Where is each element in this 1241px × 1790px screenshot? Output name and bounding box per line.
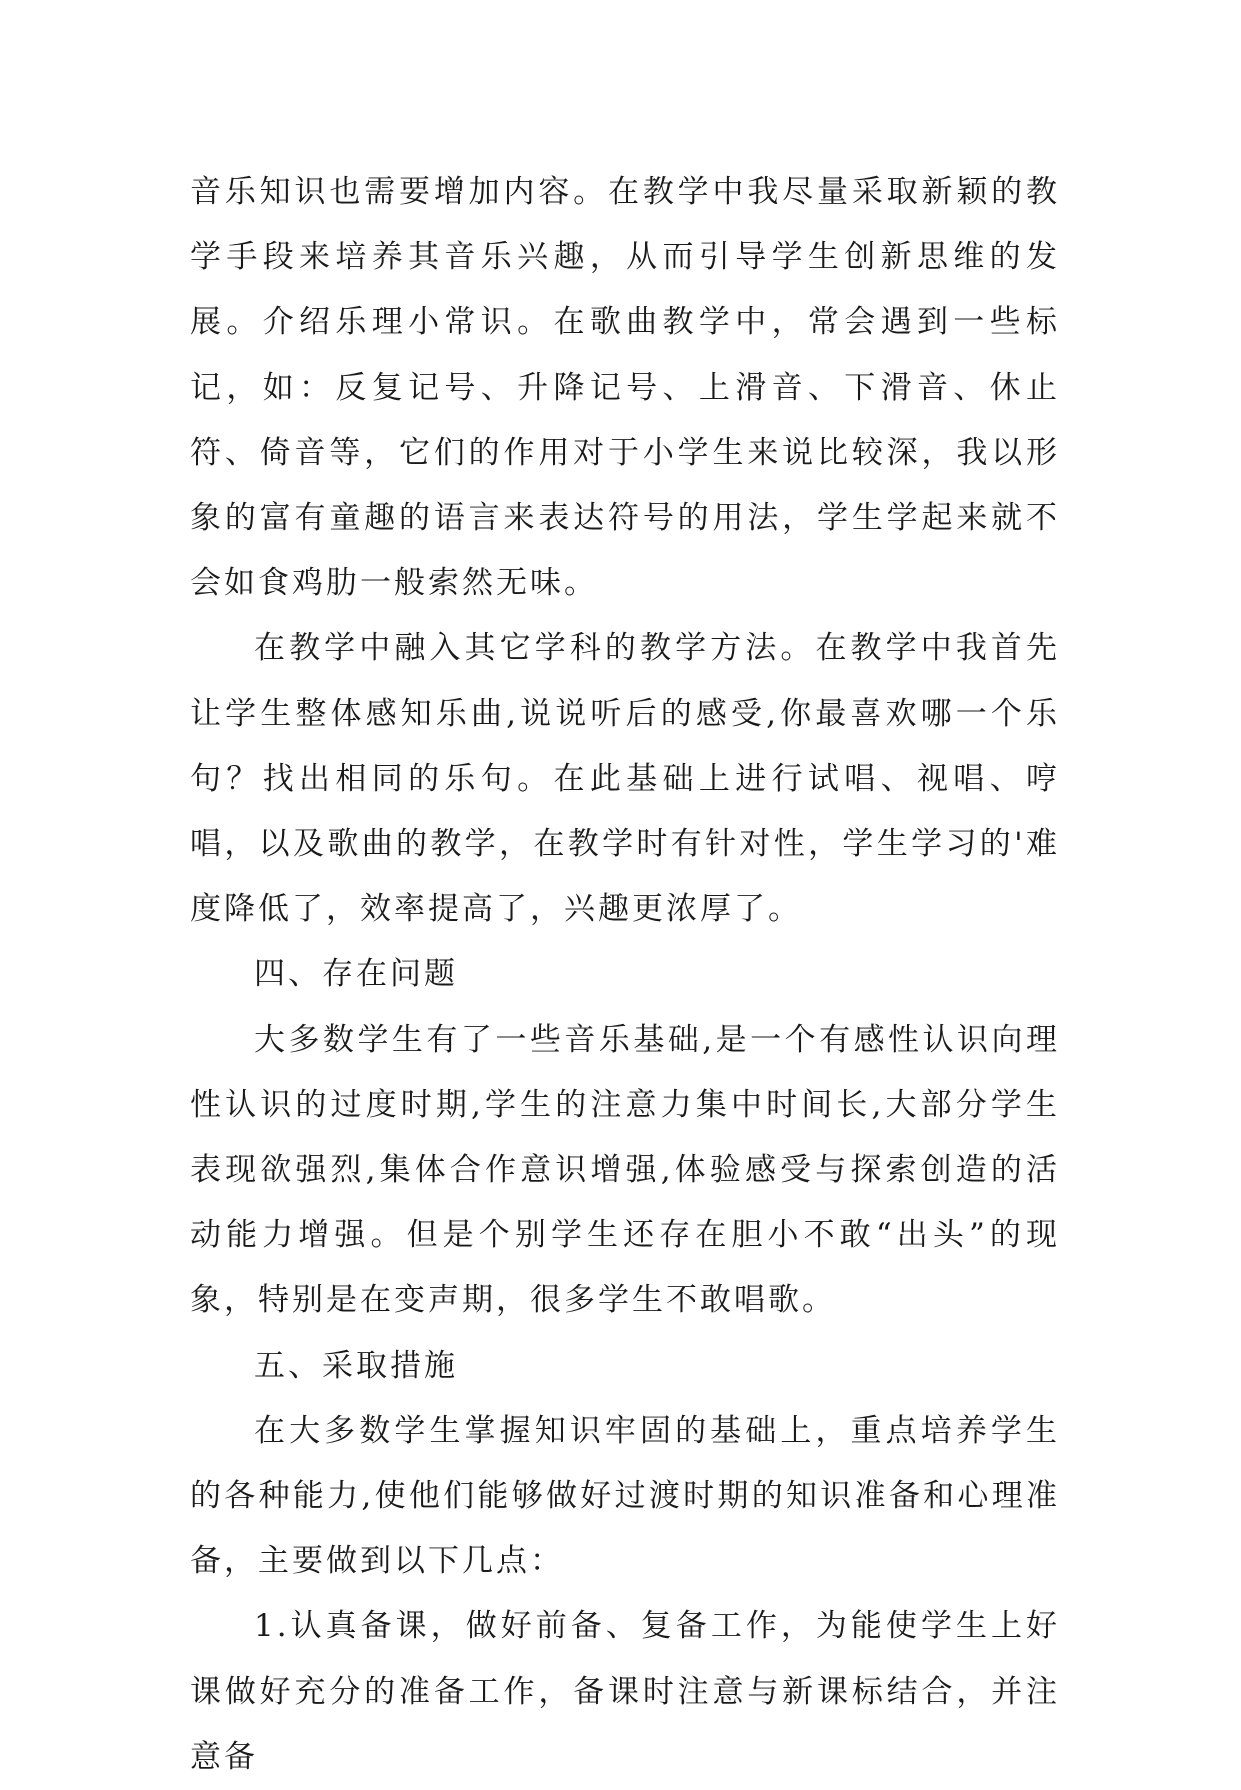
paragraph-cross-subject-methods: 在教学中融入其它学科的教学方法。在教学中我首先让学生整体感知乐曲,说说听后的感受,你最喜欢哪一个乐句？找出相同的乐句。在此基础上进行试唱、视唱、哼唱，以及歌曲的教学，在教学时有针对性，学生学习的'难度降低了，效率提高了，兴趣更浓厚了。 <box>190 630 1060 928</box>
paragraph-student-status: 大多数学生有了一些音乐基础,是一个有感性认识向理性认识的过度时期,学生的注意力集中时间长,大部分学生表现欲强烈,集体合作意识增强,体验感受与探索创造的活动能力增强。但是个别学生还存在胆小不敢“出头”的现象，特别是在变声期，很多学生不敢唱歌。 <box>190 1021 1060 1319</box>
list-item-lesson-preparation: 1.认真备课，做好前备、复备工作，为能使学生上好课做好充分的准备工作，备课时注意与新课标结合，并注意备 <box>190 1608 1060 1775</box>
document-body <box>190 160 1060 1790</box>
section-heading-existing-problems: 四、存在问题 <box>254 956 458 993</box>
paragraph-music-knowledge: 音乐知识也需要增加内容。在教学中我尽量采取新颖的教学手段来培养其音乐兴趣，从而引导学生创新思维的发展。介绍乐理小常识。在歌曲教学中，常会遇到一些标记，如：反复记号、升降记号、上滑音、下滑音、休止符、倚音等，它们的作用对于小学生来说比较深，我以形象的富有童趣的语言来表达符号的用法，学生学起来就不会如食鸡肋一般索然无味。 <box>190 174 1060 602</box>
section-heading-measures: 五、采取措施 <box>254 1347 458 1384</box>
paragraph-measures-intro: 在大多数学生掌握知识牢固的基础上，重点培养学生的各种能力,使他们能够做好过渡时期的知识准备和心理准备，主要做到以下几点： <box>190 1412 1060 1580</box>
